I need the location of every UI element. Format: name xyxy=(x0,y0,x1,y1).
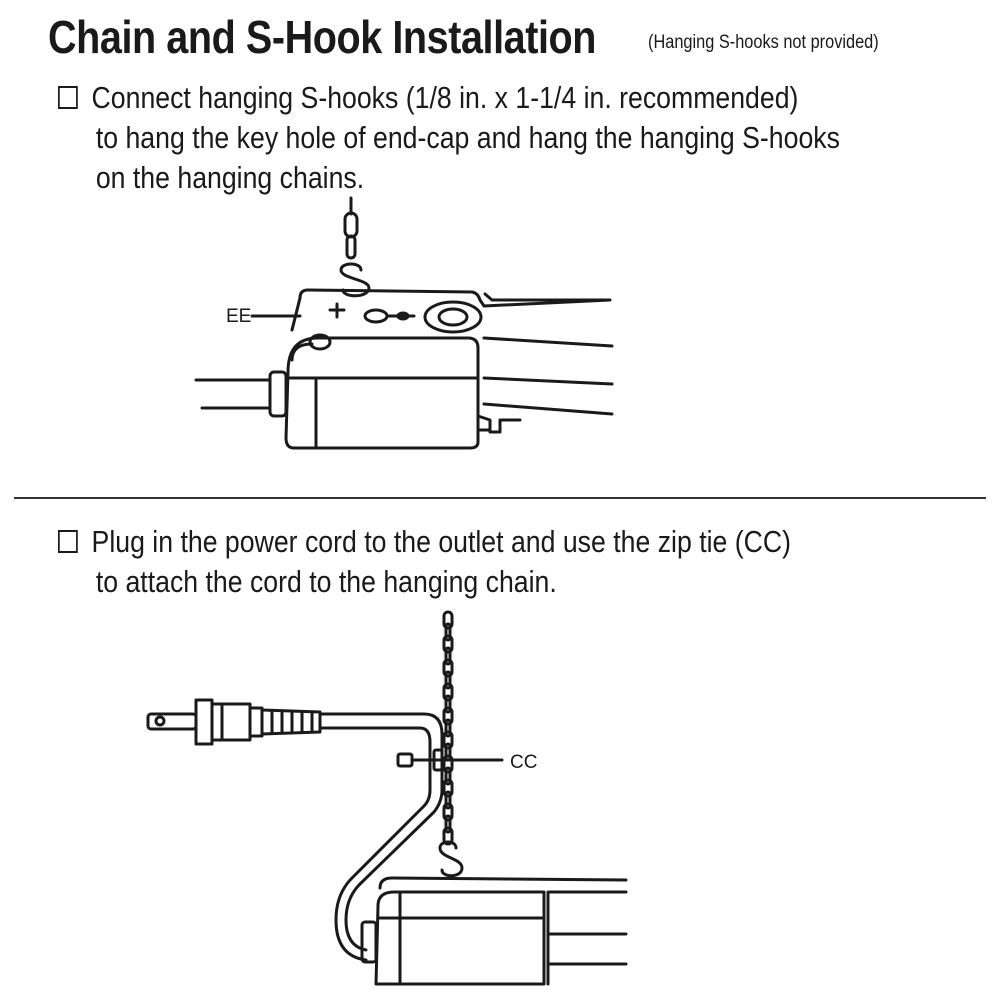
label-ee: EE xyxy=(226,306,252,327)
step-1-line-2: to hang the key hole of end-cap and hang the hanging S-hooks xyxy=(95,120,840,155)
note-hooks-not-provided: (Hanging S-hooks not provided) xyxy=(648,32,879,53)
step-1-line-3: on the hanging chains. xyxy=(95,160,365,195)
label-cc: CC xyxy=(510,752,538,773)
page-title: Chain and S-Hook Installation xyxy=(48,11,597,63)
step-2-line-2: to attach the cord to the hanging chain. xyxy=(95,564,557,599)
step-2-line-1: Plug in the power cord to the outlet and use the zip tie (CC) xyxy=(91,524,792,559)
step-1-line-1: Connect hanging S-hooks (1/8 in. x 1-1/4 in. recommended) xyxy=(91,80,799,115)
